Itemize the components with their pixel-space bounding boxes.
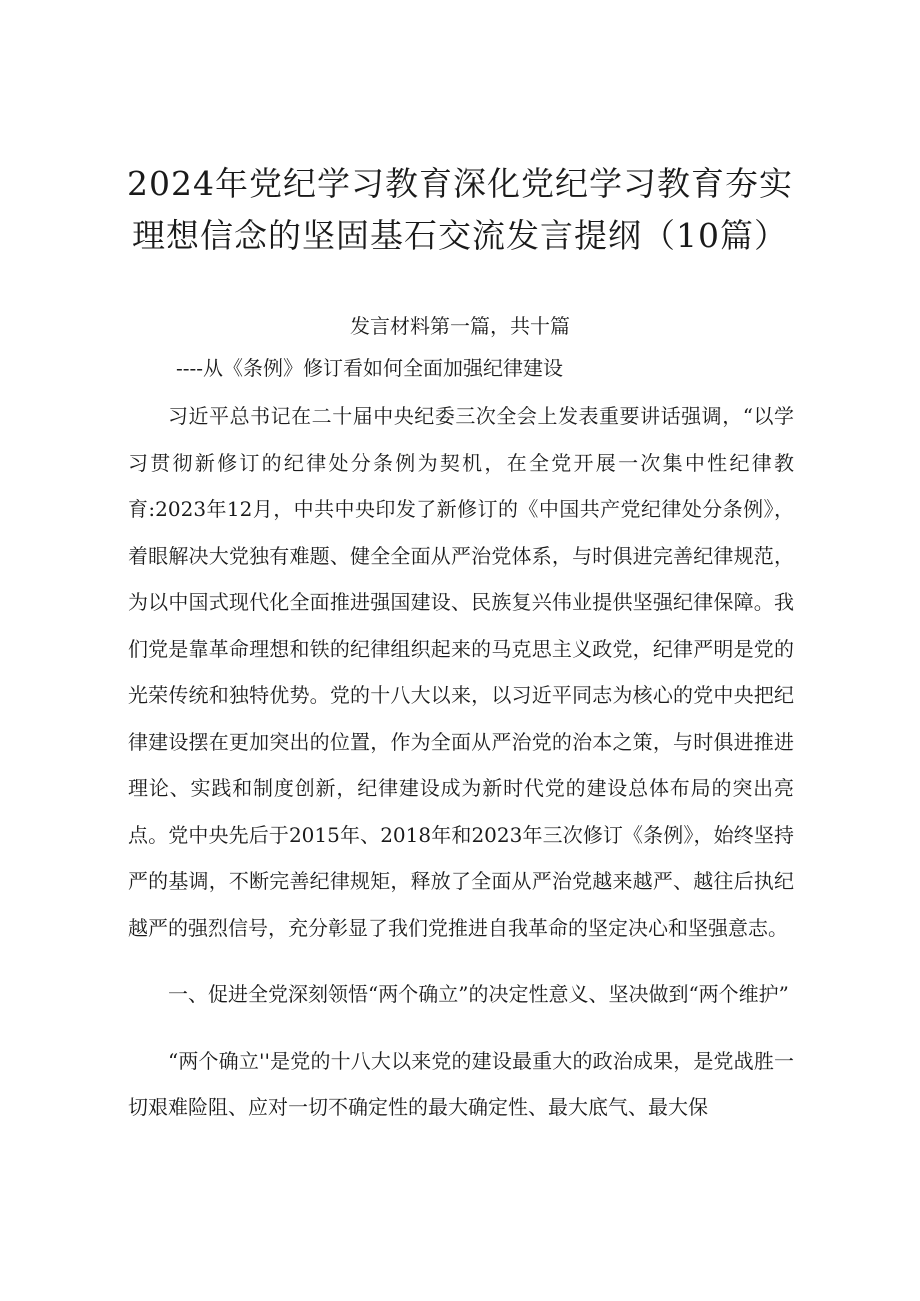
section-subtitle: ----从《条例》修订看如何全面加强纪律建设 [176, 356, 564, 380]
paragraph-two-establishments: “两个确立''是党的十八大以来党的建设最重大的政治成果，是党战胜一切艰难险阻、应对一切不确定性的最大确定性、最大底气、最大保 [128, 1048, 794, 1119]
paragraph-heading-1: 一、促进全党深刻领悟“两个确立”的决定性意义、坚决做到“两个维护” [168, 982, 789, 1006]
document-title [120, 158, 800, 262]
document-body [128, 393, 794, 1131]
title-line-2: 理想信念的坚固基石交流发言提纲（10篇） [132, 216, 788, 255]
title-line-1: 2024年党纪学习教育深化党纪学习教育夯实 [127, 164, 793, 203]
section-label: 发言材料第一篇，共十篇 [350, 314, 570, 338]
paragraph-intro: 习近平总书记在二十届中央纪委三次全会上发表重要讲话强调，“以学习贯彻新修订的纪律处分条例为契机，在全党开展一次集中性纪律教育:2023年12月，中共中央印发了新修订的《中国共产党纪律处分条例》，着眼解决大党独有难题、健全全面从严治党体系，与时俱进完善纪律规范，为以中国式现代化全面推进强国建设、民族复兴伟业提供坚强纪律保障。我们党是靠革命理想和铁的纪律组织起来的马克思主义政党，纪律严明是党的光荣传统和独特优势。党的十八大以来，以习近平同志为核心的党中央把纪律建设摆在更加突出的位置，作为全面从严治党的治本之策，与时俱进推进理论、实践和制度创新，纪律建设成为新时代党的建设总体布局的突出亮点。党中央先后于2015年、2018年和2023年三次修订《条例》，始终坚持严的基调，不断完善纪律规矩，释放了全面从严治党越来越严、越往后执纪越严的强烈信号，充分彰显了我们党推进自我革命的坚定决心和坚强意志。 [128, 404, 794, 940]
